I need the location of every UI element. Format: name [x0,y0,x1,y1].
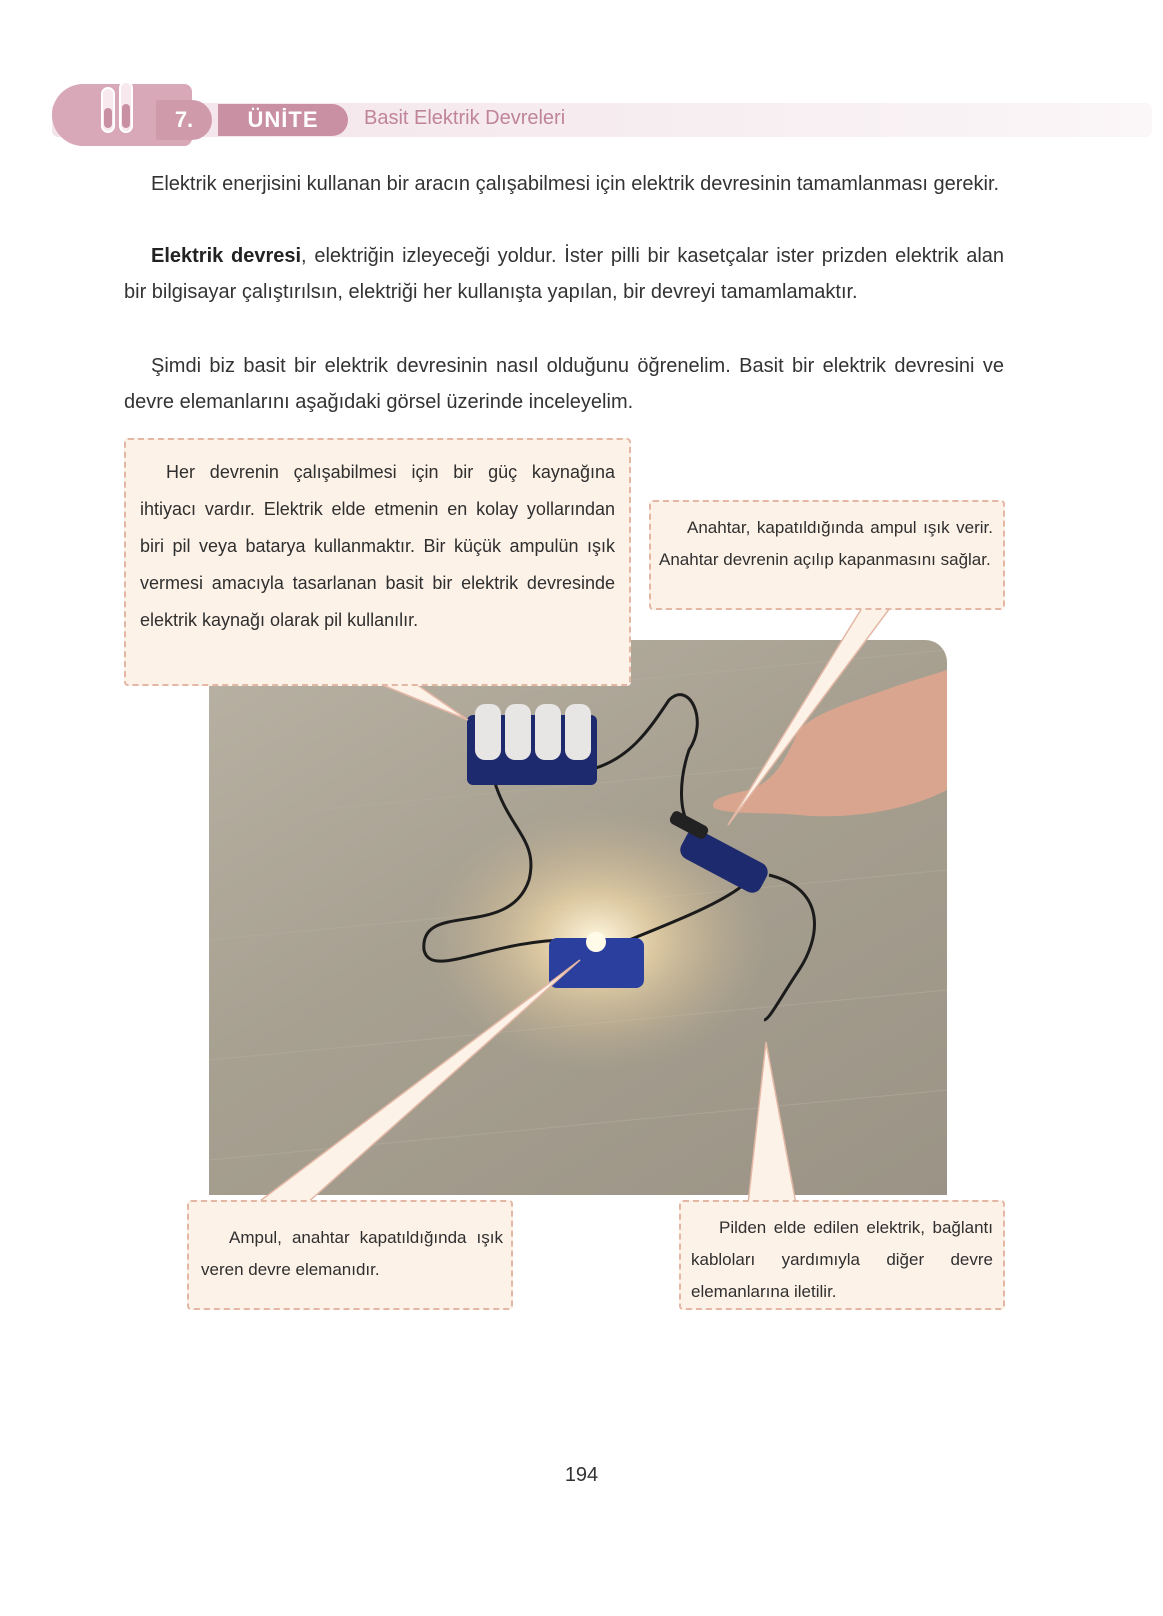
callout-wires-text: Pilden elde edilen elektrik, bağlantı kabloları yardımıyla diğer devre elemanlarına iletilir. [691,1218,993,1301]
test-tube-icon [98,78,144,138]
callout-switch [649,500,1005,610]
unit-number: 7. [156,100,212,140]
callout-bulb-text: Ampul, anahtar kapatıldığında ışık veren devre elemanıdır. [201,1228,503,1279]
paragraph-intro-text: Elektrik enerjisini kullanan bir aracın çalışabilmesi için elektrik devresinin tamamlanması gerekir. [151,173,1000,195]
term-electric-circuit: Elektrik devresi [151,245,302,267]
unit-label: ÜNİTE [218,104,348,136]
paragraph-definition-text: , elektriğin izleyeceği yoldur. İster pilli bir kasetçalar ister prizden elektrik alan bir bilgisayar çalıştırılsın, elektriği her kullanışta yapılan, bir devreyi tamamlamaktır. [124,245,1005,303]
circuit-photo [209,640,947,1195]
bulb-holder [549,932,644,988]
battery-holder [467,704,597,785]
callout-battery-text: Her devrenin çalışabilmesi için bir güç kaynağına ihtiyacı vardır. Elektrik elde etmenin en kolay yollarından biri pil veya batarya kullanmaktır. Bir küçük ampulün ışık vermesi amacıyla tasarlanan basit bir elektrik devresinde elektrik kaynağı olarak pil kullanılır. [140,462,615,630]
page-number: 194 [564,1464,599,1486]
paragraph-instruction [124,348,1004,420]
paragraph-instruction-text: Şimdi biz basit bir elektrik devresinin nasıl olduğunu öğrenelim. Basit bir elektrik devresini ve devre elemanlarını aşağıdaki görsel üzerinde inceleyelim. [124,355,1004,413]
callout-battery [124,438,631,686]
callout-bulb [187,1200,513,1310]
callout-wires [679,1200,1005,1310]
paragraph-definition [124,238,1004,310]
hand [713,670,947,816]
paragraph-intro [124,166,1004,202]
header-band [52,103,1152,137]
unit-title: Basit Elektrik Devreleri [364,107,566,129]
callout-switch-text: Anahtar, kapatıldığında ampul ışık verir. Anahtar devrenin açılıp kapanmasını sağlar. [659,518,993,569]
